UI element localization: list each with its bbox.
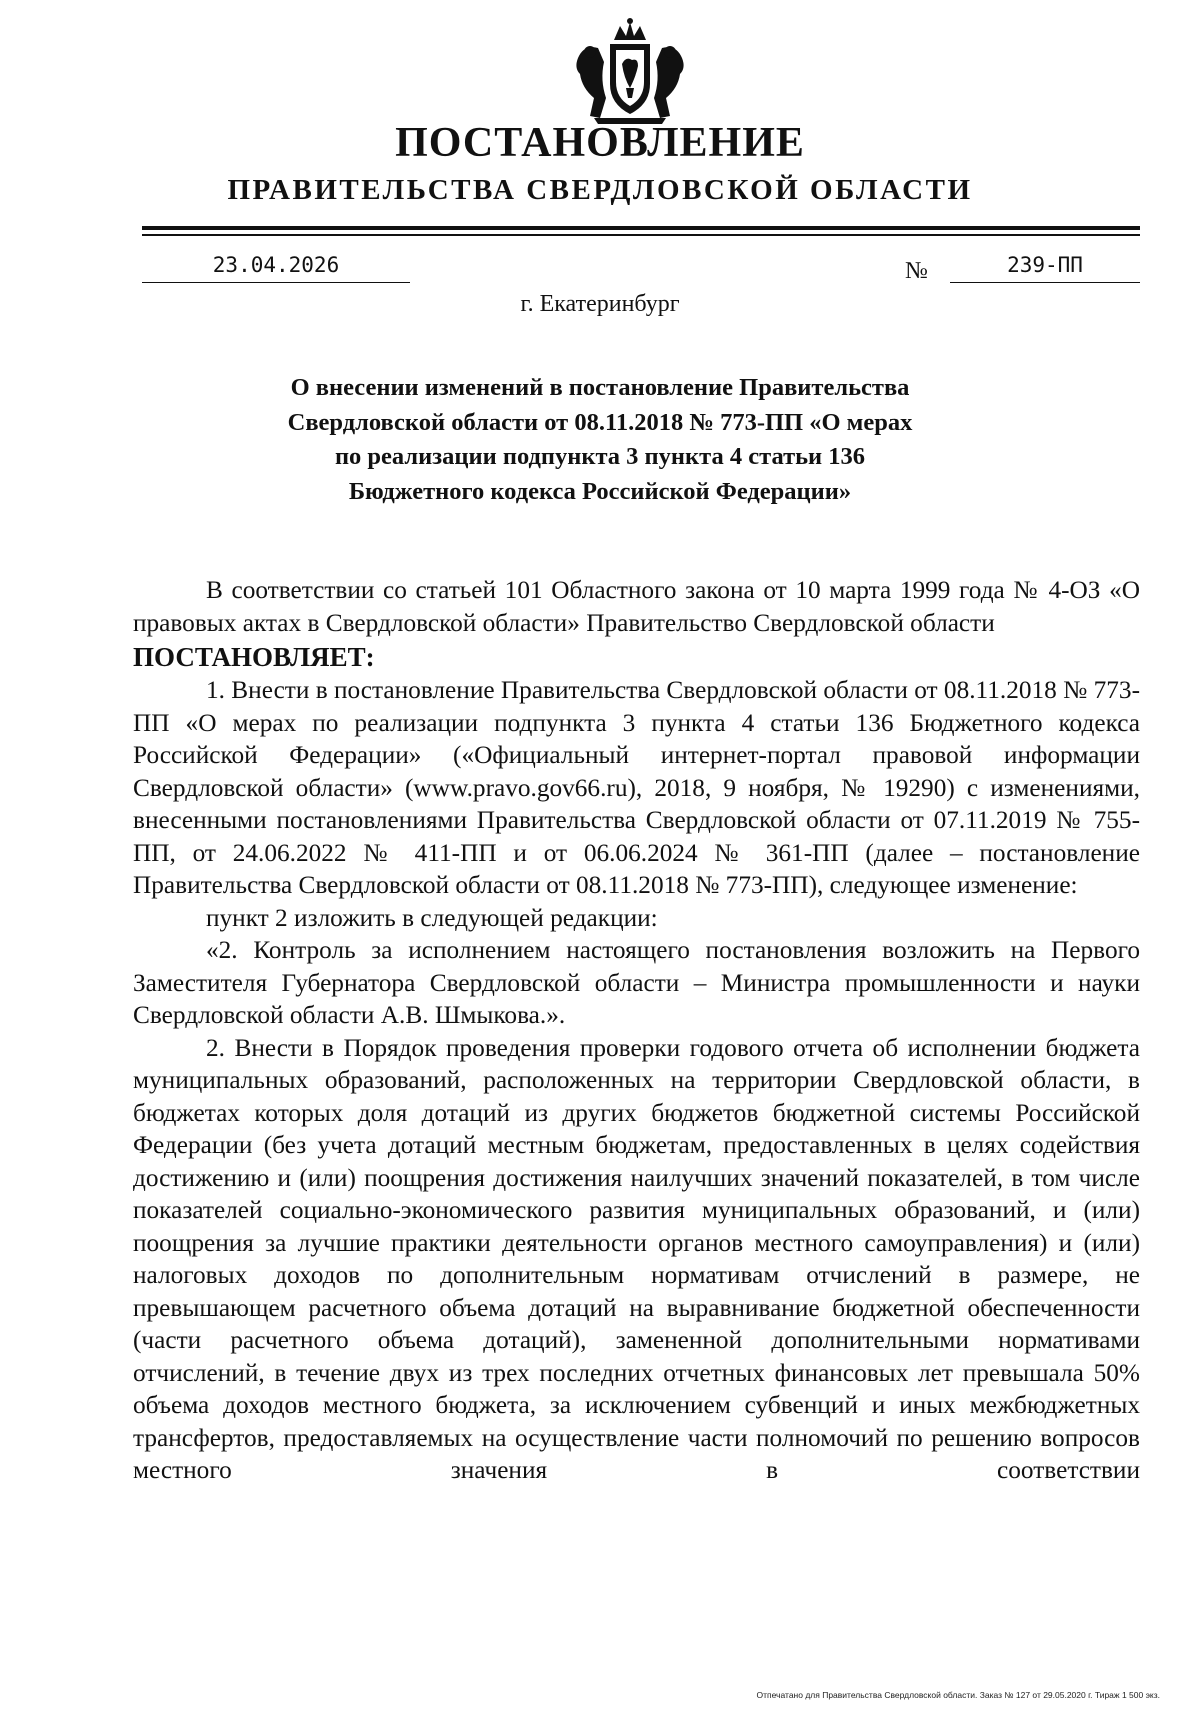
heading-line: Бюджетного кодекса Российской Федерации» xyxy=(348,477,852,505)
heading-line: по реализации подпункта 3 пункта 4 статьи 136 xyxy=(334,443,866,470)
document-number: 239-ПП xyxy=(950,250,1140,283)
document-heading xyxy=(180,371,1020,509)
item-2-paragraph: 2. Внести в Порядок проведения проверки годового отчета об исполнении бюджета муниципальных образований, расположенных на территории Свердловской области, в бюджетах которых доля дотаций из других бюджетов бюджетной системы Российской Федерации (без учета дотаций местным бюджетам, предоставленных в целях содействия достижению и (или) поощрения достижения наилучших значений показателей, в том числе показателей социально-экономического развития муниципальных образований, и (или) поощрения за лучшие практики деятельности органов местного самоуправления) и (или) налоговых доходов по дополнительным нормативам отчислений в размере, не превышающем расчетного объема дотаций на выравнивание бюджетной обеспеченности (части расчетного объема дотаций), замененной дополнительными нормативами отчислений, в течение двух из трех последних отчетных финансовых лет превышала 50% объема доходов местного бюджета, за исключением субвенций и иных межбюджетных трансфертов, предоставляемых на осуществление части полномочий по решению вопросов местного значения в соответствии xyxy=(133,1033,1140,1484)
document-city: г. Екатеринбург xyxy=(520,291,680,317)
document-date: 23.04.2026 xyxy=(142,250,410,283)
item-1-subparagraph: пункт 2 изложить в следующей редакции: xyxy=(206,903,658,932)
item-1-paragraph: 1. Внести в постановление Правительства Свердловской области от 08.11.2018 № 773-ПП «О мерах по реализации подпункта 3 пункта 4 статьи 136 Бюджетного кодекса Российской Федерации» («Официальный интернет-портал правовой информации Свердловской области» (www.pravo.gov66.ru), 2018, 9 ноября, № 19290) с изменениями, внесенными постановлениями Правительства Свердловской области от 07.11.2019 № 755-ПП, от 24.06.2022 № 411-ПП и от 06.06.2024 № 361-ПП (далее – постановление Правительства Свердловской области от 08.11.2018 № 773-ПП), следующее изменение: xyxy=(133,676,1140,899)
coat-of-arms-icon xyxy=(570,18,690,128)
document-title: ПОСТАНОВЛЕНИЕ xyxy=(395,120,805,166)
heading-line: О внесении изменений в постановление Правительства xyxy=(290,374,910,401)
document-subtitle: ПРАВИТЕЛЬСТВА СВЕРДЛОВСКОЙ ОБЛАСТИ xyxy=(227,174,973,206)
print-note: Отпечатано для Правительства Свердловской области. Заказ № 127 от 29.05.2020 г. Тираж 1 500 экз. xyxy=(756,1690,1160,1700)
heading-line: Свердловской области от 08.11.2018 № 773-ПП «О мерах xyxy=(287,408,913,436)
item-1-quote: «2. Контроль за исполнением настоящего постановления возложить на Первого Заместителя Губернатора Свердловской области – Министра промышленности и науки Свердловской области А.В. Шмыкова.». xyxy=(133,936,1140,1029)
header-divider-thin xyxy=(142,234,1140,236)
header-divider xyxy=(142,226,1140,230)
document-body xyxy=(133,574,1140,1487)
number-label: № xyxy=(905,258,928,284)
decree-word: ПОСТАНОВЛЯЕТ: xyxy=(133,642,375,672)
preamble-paragraph: В соответствии со статьей 101 Областного закона от 10 марта 1999 года № 4-ОЗ «О правовых актах в Свердловской области» Правительство Свердловской области xyxy=(133,576,1140,637)
